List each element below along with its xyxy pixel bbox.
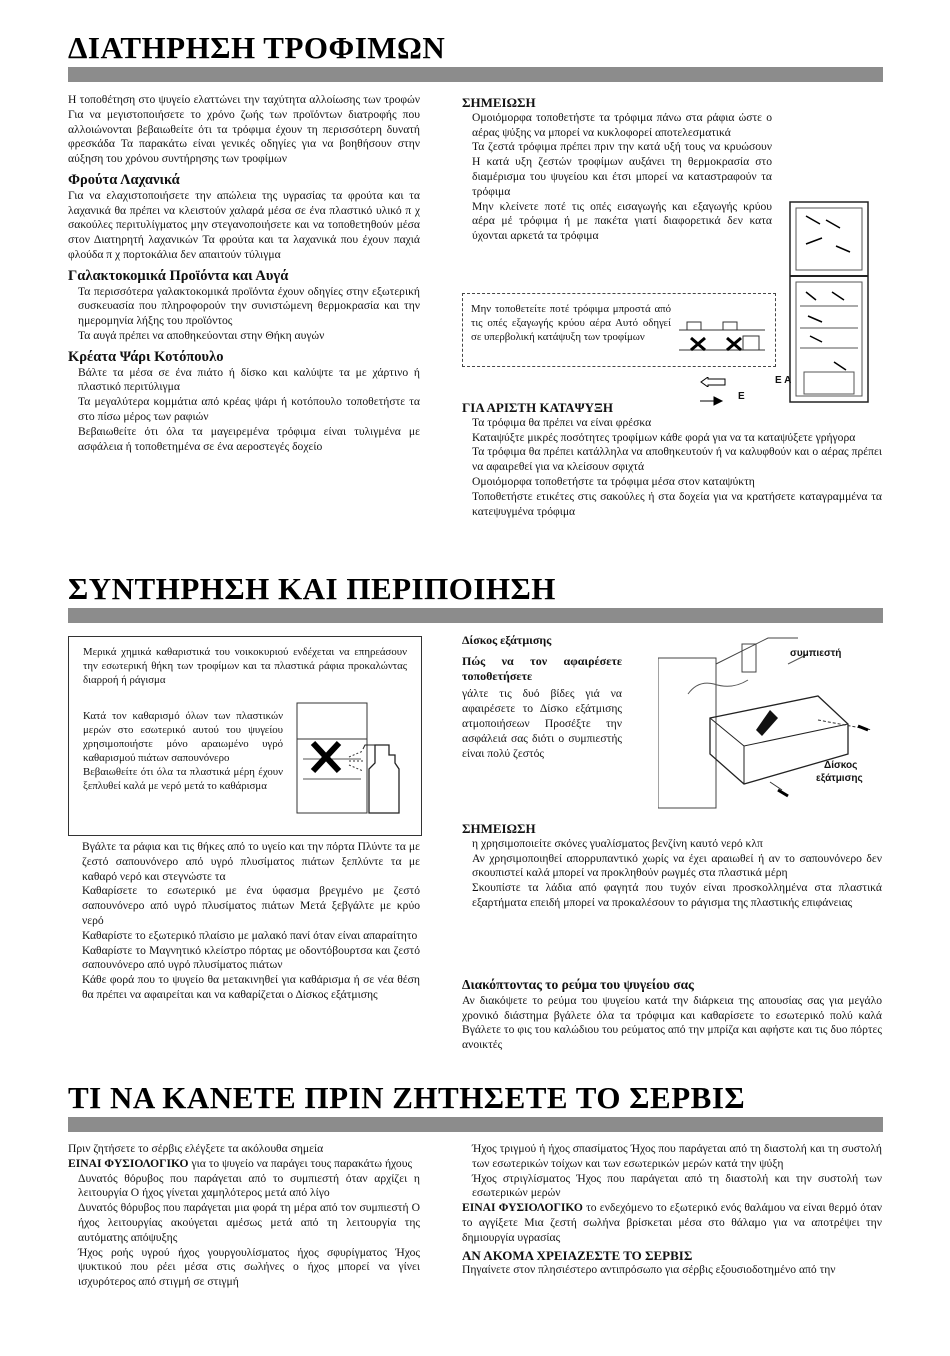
normal-text-2: το ενδεχόμενο το εξωτερικό ενός θαλάμου να είναι θερμό όταν το αγγίξετε Μια ζεστή σωλήνα βρίσκεται μέσα στο θάλαμο για να αποτρέψει την δημιουργία υγρασίας xyxy=(462,1201,882,1244)
meat-text-2: Τα μεγαλύτερα κομμάτια από κρέας ψάρι ή κοτόπουλο τοποθετήστε τα στο πίσω μέρος των ραφιών xyxy=(78,395,420,423)
no-spray-illustration xyxy=(289,699,414,819)
section-title-food-storage: ΔΙΑΤΗΡΗΣΗ ΤΡΟΦΙΜΩΝ xyxy=(68,30,446,65)
storage-note xyxy=(462,94,772,244)
service-left-column xyxy=(68,1142,420,1290)
evaporation-tray-instructions xyxy=(462,633,622,761)
sound-item-1: Δυνατός θόρυβος που παράγεται από το συμπιεστή όταν αρχίζει η λειτουργία Ο ήχος γίνεται χαμηλότερος μετά από λίγο xyxy=(78,1171,420,1200)
cleaning-warning-box xyxy=(68,636,422,836)
section-title-service: ΤΙ ΝΑ ΚΑΝΕΤΕ ΠΡΙΝ ΖΗΤΗΣΕΤΕ ΤΟ ΣΕΡΒΙΣ xyxy=(68,1080,746,1115)
legend-e-label: Ε xyxy=(738,391,745,402)
power-text: Αν διακόψετε το ρεύμα του ψυγείου κατά την διάρκεια της απουσίας σας για μεγάλο χρονικό διάστημα βγάλετε όλα τα τρόφιμα και καθαρίσετε το εσωτερικό πολύ καλά Βγάλετε το φις του καλώδιου του ρεύματος από την μπρίζα και αφήστε και τις δυο πόρτες ανοικτές xyxy=(462,993,882,1052)
tray-subheading: Πώς να τον αφαιρέσετε τοποθετήσετε xyxy=(462,653,622,683)
compressor-label: συμπιεστή xyxy=(790,648,842,659)
still-need-service-text: Πηγαίνετε στον πλησιέστερο αντιπρόσωπο για σέρβις εξουσιοδοτημένο από την xyxy=(462,1263,836,1277)
cleaning-steps xyxy=(82,840,420,1003)
freeze-heading: ΓΙΑ ΑΡΙΣΤΗ ΚΑΤΑΨΥΞΗ xyxy=(462,400,613,415)
tray-heading: Δίσκος εξάτμισης xyxy=(462,633,552,647)
normal-label: ΕΙΝΑΙ ΦΥΣΙΟΛΟΓΙΚΟ xyxy=(68,1156,189,1170)
tray-text: γάλτε τις δυό βίδες γιά να αφαιρέσετε το Δίσκο εξάτμισης ατμοποιήσεων Προσέξτε την ασφάλειά σας διότι ο συμπιεστής είναι πολύ ζεστός xyxy=(462,687,622,760)
cleaning-step-4: Καθαρίστε το Μαγνητικό κλείστρο πόρτας με οδοντόβουρτσα και ζεστό σαπουνόνερο από υγρό πλυσίματος πιάτων xyxy=(82,943,420,972)
cleaning-warning-text-2: Βεβαιωθείτε ότι όλα τα πλαστικά μέρη έχουν ξεπλυθεί καλά με νερό μετά το καθάρισμα xyxy=(83,766,283,792)
sound-item-5: Ήχος στριγλίσματος Ήχος που παράγεται από τη διαστολή και την συστολή των εσωτερικών μερών xyxy=(472,1171,882,1200)
care-note-1: η χρησιμοποιείτε σκόνες γυαλίσματος βενζίνη καυτό νερό κλπ xyxy=(472,836,763,850)
tray-label-line-2: εξάτμισης xyxy=(816,773,863,784)
freeze-text-5: Τοποθετήστε ετικέτες στις σακούλες ή στα δοχεία για να κρατήσετε καταγραμμένα τα κατεψυγμένα τρόφιμα xyxy=(472,489,882,518)
cleaning-step-3: Καθαρίστε το εξωτερικό πλαίσιο με μαλακό πανί όταν είναι απαραίτητο xyxy=(82,928,418,942)
dairy-text-2: Τα αυγά πρέπει να αποθηκεύονται στην Θήκη αυγών xyxy=(78,328,325,342)
cleaning-warning-text xyxy=(83,709,283,793)
service-right-column xyxy=(462,1142,882,1278)
freeze-text-2: Καταψύξτε μικρές ποσότητες τροφίμων κάθε φορά για να τα καταψύξετε γρήγορα xyxy=(472,430,856,444)
meat-text-3: Βεβαιωθείτε ότι όλα τα μαγειρεμένα τρόφιμα είναι τυλιγμένα με ασφάλεια ή τοποθετημένα σε ένα αεροστεγές δοχείο xyxy=(78,424,420,453)
fruit-text: Για να ελαχιστοποιήσετε την απώλεια της υγρασίας τα φρούτα και τα λαχανικά θα πρέπει να κλειστούν χαλαρά μέσα σε ένα πλαστικό υλικό π χ σακούλες περιτυλίγματος μην στεγανοποιήσετε και να τοποθετηθούν μέσα στον Διατηρητή λαχανικών Τα φρούτα και τα λαχανικά που έχουν παχιά φλούδα π χ πορτοκάλια δεν απαιτούν τύλιγμα xyxy=(68,188,420,261)
air-vent-warning-text: Μην τοποθετείτε ποτέ τρόφιμα μπροστά από τις οπές εξαγωγής κρύου αέρα Αυτό οδηγεί σε υπερβολική κατάψυξη των τροφίμων xyxy=(471,303,671,343)
power-off-section xyxy=(462,974,882,1053)
cleaning-step-1: Βγάλτε τα ράφια και τις θήκες από το υγείο και την πόρτα Πλύντε τα με ζεστό σαπουνόνερο από υγρό πλυσίματος πιάτων ξεπλύντε τα με καθαρό νερό και στεγνώστε τα xyxy=(82,840,420,883)
service-intro: Πριν ζητήσετε το σέρβις ελέγξετε τα ακόλουθα σημεία xyxy=(68,1142,324,1155)
normal-label-2: ΕΙΝΑΙ ΦΥΣΙΟΛΟΓΙΚΟ xyxy=(462,1201,583,1215)
dairy-heading: Γαλακτοκομικά Προϊόντα και Αυγά xyxy=(68,267,289,284)
section-divider xyxy=(68,1117,883,1132)
fridge-airflow-illustration xyxy=(786,196,878,408)
note-text-1: Ομοιόμορφα τοποθετήστε τα τρόφιμα πάνω στα ράφια ώστε ο αέρας ψύξης να μπορεί να κυκλοφορεί αποτελεσματικά xyxy=(472,110,772,139)
outflow-arrow-icon xyxy=(700,377,726,387)
cleaning-step-5: Κάθε φορά που το ψυγείο θα μετακινηθεί για καθάρισμα ή σε νέα θέση θα πρέπει να αφαιρείται και να καθαρίζεται ο Δίσκος εξάτμισης xyxy=(82,973,420,1001)
freeze-text-4: Ομοιόμορφα τοποθετήστε τα τρόφιμα μέσα στον καταψύκτη xyxy=(472,474,755,488)
air-vent-warning-box xyxy=(462,293,776,367)
cleaning-warning-text-1: Κατά τον καθαρισμό όλων των πλαστικών μερών στο εσωτερικό αυτού του ψυγείου χρησιμοποιήστε μόνο αραιωμένο υγρό καθαρισμού πιάτων σαπουνόνερο xyxy=(83,710,283,764)
care-note-2: Αν χρησιμοποιηθεί απορρυπαντικό χωρίς να έχει αραιωθεί ή αν το σαπουνόνερο δεν σκουπιστεί καλά μπορεί να προκληθούν ρωγμές στα πλαστικά μέρη xyxy=(472,851,882,880)
shelf-x-illustration xyxy=(677,300,767,360)
section-title-care: ΣΥΝΤΗΡΗΣΗ ΚΑΙ ΠΕΡΙΠΟΙΗΣΗ xyxy=(68,571,556,606)
care-note-heading: ΣΗΜΕΙΩΣΗ xyxy=(462,821,536,836)
cleaning-warning-intro: Μερικά χημικά καθαριστικά του νοικοκυριού ενδέχεται να επηρεάσουν την εσωτερική θήκη των τροφίμων και τα πλαστικά ράφια προκαλώντας διαρροή ή ράγισμα xyxy=(83,646,407,686)
care-note xyxy=(462,820,882,911)
freezing-tips xyxy=(462,399,882,519)
sound-item-4: Ήχος τριγμού ή ήχος σπασίματος Ήχος που παράγεται από τη διαστολή και τη συστολή των εσωτερικών τοίχων και των εσωτερικών μερών κατά την ψύξη xyxy=(472,1142,882,1170)
dairy-text-1: Τα περισσότερα γαλακτοκομικά προϊόντα έχουν οδηγίες στην εξωτερική συσκευασία που πληροφορούν την συνιστώμενη θερμοκρασία και την ημερομηνία λήξης του προϊόντος xyxy=(78,284,420,328)
meat-text-1: Βάλτε τα μέσα σε ένα πιάτο ή δίσκο και καλύψτε τα με χάρτινο ή πλαστικό περιτύλιγμα xyxy=(78,365,420,394)
tray-label-line-1: Δίσκος xyxy=(824,760,858,771)
storage-intro: Η τοποθέτηση στο ψυγείο ελαττώνει την ταχύτητα αλλοίωσης των τροφών Για να μεγιστοποιήσετε το χρόνο ζωής των προϊόντων διατροφής που αλλοιώνονται βεβαιωθείτε ότι τα τρόφιμα έχουν τη περισσότερη δυνατή φρεσκάδα Τα παρακάτω είναι γενικές οδηγίες για να βοηθήσουν στην αύξηση του χρόνου συντήρησης των τροφίμων xyxy=(68,93,420,166)
normal-text: για το ψυγείο να παράγει τους παρακάτω ήχους xyxy=(191,1156,413,1170)
legend-ea-label: Ε Α xyxy=(775,375,792,386)
sound-item-2: Δυνατός θόρυβος που παράγεται μια φορά τη μέρα από τον συμπιεστή Ο ήχος λειτουργίας ακούγεται αμέσως μετά από τη λειτουργία της αυτόματης απόψυξης xyxy=(78,1201,420,1244)
section-divider xyxy=(68,67,883,82)
fruit-heading: Φρούτα Λαχανικά xyxy=(68,171,180,188)
still-need-service-heading: ΑΝ ΑΚΟΜΑ ΧΡΕΙΑΖΕΣΤΕ ΤΟ ΣΕΡΒΙΣ xyxy=(462,1247,693,1263)
section-divider xyxy=(68,608,883,623)
freeze-text-1: Τα τρόφιμα θα πρέπει να είναι φρέσκα xyxy=(472,415,652,429)
note-heading: ΣΗΜΕΙΩΣΗ xyxy=(462,95,536,110)
care-note-3: Σκουπίστε τα λάδια από φαγητά που τυχόν είναι προσκολλημένα στα πλαστικά εξαρτήματα επειδή μπορεί να προκαλέσουν το ράγισμα της πλαστικής επιφάνειας xyxy=(472,881,882,909)
note-text-2: Τα ζεστά τρόφιμα πρέπει πριν την κατά υξή τους να κρυώσουν Η κατά υξη ζεστών τροφίμων αυξάνει τη θερμοκρασία στο διαμέρισμα του ψυγείου και έτσι μπορεί να καταστραφούν τα τρόφιμα xyxy=(472,140,772,198)
note-text-3: Μην κλείνετε ποτέ τις οπές εισαγωγής και εξαγωγής κρύου αέρα μέ τρόφιμα ή με πακέτα γιατί διαφορετικά δεν κατα ύχονται αρκετά τα τρόφιμα xyxy=(472,199,772,243)
cleaning-step-2: Καθαρίσετε το εσωτερικό με ένα ύφασμα βρεγμένο με ζεστό σαπουνόνερο από υγρό πλυσίματος πιάτων Μετά ξεβγάλτε με κρύο νερό xyxy=(82,884,420,927)
freeze-text-3: Τα τρόφιμα θα πρέπει κατάλληλα να αποθηκευτούν ή να καλυφθούν και ο αέρας πρέπει να αφαιρεθεί για να κλείσουν σφιχτά xyxy=(472,445,882,474)
sound-item-3: Ήχος ροής υγρού ήχος γουργουλίσματος ήχος σφυρίγματος Ήχος ψυκτικού που ρέει μέσα στις σωλήνες ο ήχος μπορεί να γίνει ισχυρότερος από στιγμή σε στιγμή xyxy=(78,1245,420,1289)
power-heading: Διακόπτοντας το ρεύμα του ψυγείου σας xyxy=(462,977,694,992)
food-storage-left-column xyxy=(68,93,420,454)
meat-heading: Κρέατα Ψάρι Κοτόπουλο xyxy=(68,348,224,365)
